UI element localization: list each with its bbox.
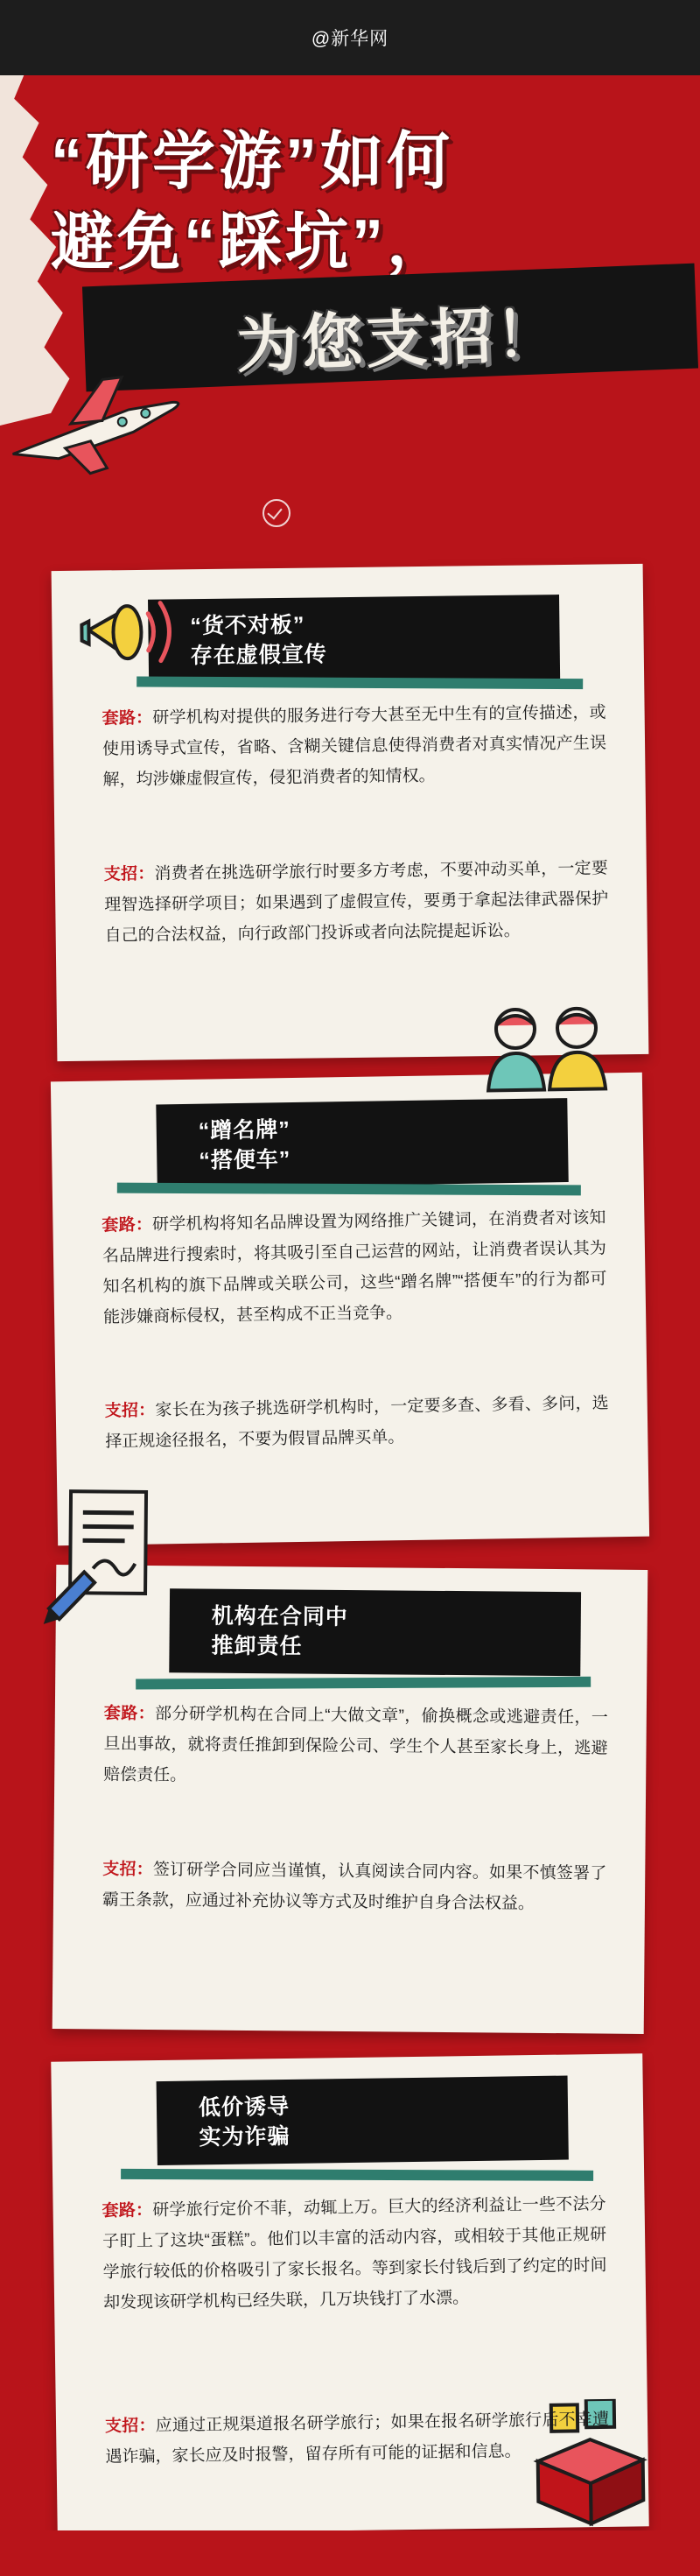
section-3-tip-label: 支招： — [102, 1860, 154, 1880]
section-card-4 — [51, 2053, 648, 2534]
section-2-heading-line-1: “蹭名牌” — [198, 1117, 291, 1144]
section-4-trap — [102, 2189, 607, 2319]
section-2-tip — [105, 1388, 610, 1457]
section-4-heading — [157, 2076, 569, 2166]
title-line-2: 避免“踩坑”， — [51, 208, 454, 278]
title-line-3: 为您支招！ — [234, 299, 562, 381]
section-3-tip — [102, 1855, 607, 1920]
section-card-3 — [52, 1565, 648, 2034]
section-1-heading — [148, 595, 560, 684]
title-line-1: “研学游”如何 — [51, 127, 454, 197]
check-circle-icon — [262, 499, 290, 527]
publisher-handle: @新华网 — [311, 29, 389, 49]
section-3-trap-label: 套路： — [103, 1704, 156, 1724]
section-4-trap-text: 研学旅行定价不菲，动辄上万。巨大的经济利益让一些不法分子盯上了这块“蛋糕”。他们以丰富的活动内容，或相较于其他正规研学旅行较低的价格吸引了家长报名。等到家长付钱后到了约定的时间却发现该研学机构已经失联，几万块钱打了水漂。 — [102, 2194, 607, 2312]
section-2-heading — [156, 1098, 568, 1188]
section-card-1 — [52, 564, 649, 1061]
section-2-heading-line-2: “搭便车” — [199, 1147, 291, 1173]
section-4-tip — [105, 2404, 610, 2473]
section-3-heading — [169, 1588, 581, 1676]
airplane-icon — [0, 355, 192, 496]
section-2-trap-text: 研学机构将知名品牌设置为网络推广关键词，在消费者对该知名品牌进行搜索时，将其吸引至自己运营的网站，让消费者误认其为知名机构的旗下品牌或关联公司，这些“蹭名牌”“搭便车”的行为都可能涉嫌商标侵权，甚至构成不正当竞争。 — [102, 1208, 607, 1327]
section-2-trap — [102, 1202, 607, 1333]
title-zone — [0, 75, 700, 566]
section-4-underline — [121, 2169, 593, 2181]
section-1-tip — [104, 853, 609, 951]
students-icon — [460, 997, 637, 1096]
section-1-trap-label: 套路： — [102, 708, 153, 728]
section-3-heading-line-2: 推卸责任 — [211, 1633, 303, 1659]
section-3-underline — [136, 1677, 591, 1690]
section-1-tip-label: 支招： — [103, 864, 155, 884]
section-1-underline — [136, 677, 583, 690]
section-card-2 — [51, 1073, 649, 1546]
section-2-tip-label: 支招： — [104, 1401, 156, 1421]
section-4-trap-label: 套路： — [102, 2201, 153, 2221]
section-2-underline — [117, 1183, 581, 1196]
section-1-heading-line-1: “货不对板” — [190, 612, 305, 639]
section-3-trap — [103, 1699, 608, 1795]
section-1-heading-line-2: 存在虚假宣传 — [190, 642, 327, 669]
section-4-heading-line-2: 实为诈骗 — [199, 2123, 290, 2150]
top-bar — [0, 0, 700, 75]
section-3-heading-line-1: 机构在合同中 — [211, 1603, 348, 1629]
contract-document-icon — [40, 1477, 172, 1627]
section-4-heading-line-1: 低价诱导 — [198, 2094, 290, 2121]
section-1-tip-text: 消费者在挑选研学旅行时要多方考虑，不要冲动买单，一定要理智选择研学项目；如果遇到了虚假宣传，要勇于拿起法律武器保护自己的合法权益，向行政部门投诉或者向法院提起诉讼。 — [104, 859, 609, 946]
section-3-tip-text: 签订研学合同应当谨慎，认真阅读合同内容。如果不慎签署了霸王条款，应通过补充协议等方式及时维护自身合法权益。 — [102, 1861, 607, 1913]
megaphone-icon — [73, 578, 178, 675]
section-4-tip-text: 应通过正规渠道报名研学旅行；如果在报名研学旅行后不幸遭遇诈骗，家长应及时报警，留存所有可能的证据和信息。 — [105, 2410, 610, 2467]
section-2-tip-text: 家长在为孩子挑选研学机构时，一定要多查、多看、多问，选择正规途径报名，不要为假冒品牌买单。 — [105, 1394, 609, 1452]
footer-fill — [0, 2530, 700, 2576]
section-1-trap-text: 研学机构对提供的服务进行夸大甚至无中生有的宣传描述，或使用诱导式宣传，省略、含糊关键信息使得消费者对真实情况产生误解，均涉嫌虚假宣传，侵犯消费者的知情权。 — [102, 703, 607, 790]
section-2-trap-label: 套路： — [102, 1215, 153, 1235]
section-4-tip-label: 支招： — [104, 2417, 156, 2436]
section-1-trap — [102, 697, 606, 795]
section-3-trap-text: 部分研学机构在合同上“大做文章”，偷换概念或逃避责任，一旦出事故，就将责任推卸到保险公司、学生个人甚至家长身上，逃避赔偿责任。 — [103, 1705, 608, 1785]
